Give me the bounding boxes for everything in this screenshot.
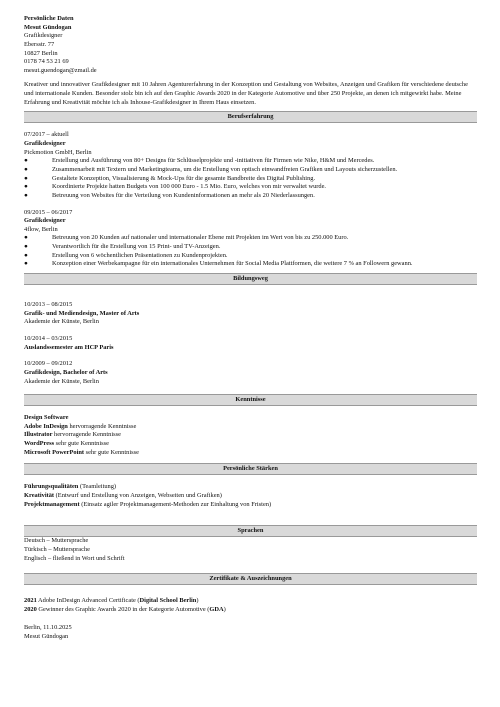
- languages-block: [24, 537, 477, 563]
- education-entry: [24, 360, 477, 386]
- certificate-text: Adobe InDesign Advanced Certificate (: [38, 597, 140, 605]
- education-school: Akademie der Künste, Berlin: [24, 318, 99, 326]
- bullet-icon: ●: [24, 251, 28, 259]
- experience-entry: [24, 209, 477, 269]
- skill-name: Microsoft PowerPoint: [24, 448, 85, 456]
- bullet-icon: ●: [24, 260, 28, 268]
- certificate-text: Gewinner des Graphic Awards 2020 in der Kategorie Automotive (: [38, 605, 210, 613]
- education-dates: 10/2013 – 08/2015: [24, 301, 73, 309]
- skill-name: Illustrator: [24, 431, 53, 439]
- skill-row: [24, 449, 477, 458]
- section-heading-skills: Kenntnisse: [24, 394, 477, 406]
- skill-name: WordPress: [24, 440, 55, 448]
- contact-role: Grafikdesigner: [24, 32, 63, 40]
- education-dates: 10/2014 – 03/2015: [24, 334, 73, 342]
- education-title: Auslandssemester am HCP Paris: [24, 343, 114, 351]
- contact-name: Mesut Gündogan: [24, 23, 72, 31]
- contact-title: Persönliche Daten: [24, 15, 74, 22]
- cv-page: [24, 15, 477, 642]
- signoff-place-date: Berlin, 11.10.2025: [24, 624, 72, 632]
- strength-name: Führungsqualitäten: [24, 483, 79, 491]
- experience-entry: [24, 131, 477, 200]
- skill-level: sehr gute Kenntnisse: [55, 440, 109, 448]
- bullet-text: Betreuung von 20 Kunden auf nationaler und internationaler Ebene mit Projekten im Wert von bis zu 250.000 Euro.: [52, 234, 349, 242]
- education-dates: 10/2009 – 09/2012: [24, 360, 73, 368]
- experience-company: 4flow, Berlin: [24, 225, 58, 233]
- signoff-name: Mesut Gündogan: [24, 633, 69, 641]
- bullet-icon: ●: [24, 183, 28, 191]
- education-school: Akademie der Künste, Berlin: [24, 377, 99, 385]
- strength-desc: (Teamleitung): [79, 483, 117, 491]
- education-title: Grafikdesign, Bachelor of Arts: [24, 368, 108, 376]
- section-heading-strengths: Persönliche Stärken: [24, 463, 477, 475]
- strength-desc: (Entwurf und Erstellung von Anzeigen, Webseiten und Grafiken): [55, 491, 222, 499]
- language-item: Türkisch – Muttersprache: [24, 545, 91, 553]
- skill-level: hervorragende Kenntnisse: [54, 431, 121, 439]
- skill-row: [24, 440, 477, 449]
- list-item: [24, 192, 477, 201]
- experience-bullets: [24, 157, 477, 200]
- language-item: Deutsch – Muttersprache: [24, 537, 89, 545]
- certificate-issuer: GDA: [209, 605, 224, 613]
- list-item: [24, 260, 477, 269]
- education-entry: [24, 335, 477, 352]
- bullet-text: Gestaltete Konzeption, Visualisierung & Mock-Ups für die gesamte Bandbreite des Digital Publishing.: [52, 174, 316, 182]
- contact-phone: 0178 74 53 21 69: [24, 58, 69, 66]
- certificate-issuer: Digital School Berlin: [139, 597, 197, 605]
- list-item: [24, 183, 477, 192]
- bullet-text: Koordinierte Projekte hatten Budgets von 100 000 Euro - 1.5 Mio. Euro, welches von mir verwaltet wurde.: [52, 183, 327, 191]
- section-heading-certificates: Zertifikate & Auszeichnungen: [24, 573, 477, 585]
- contact-email: mesut.guendogan@zmail.de: [24, 66, 97, 74]
- certificate-close: ): [223, 605, 226, 613]
- strength-desc: (Einsatz agiler Projektmanagement-Methoden zur Einhaltung von Fristen): [81, 500, 272, 508]
- certificate-year: 2020: [24, 605, 37, 613]
- skill-row: [24, 431, 477, 440]
- contact-city: 10827 Berlin: [24, 49, 58, 57]
- bullet-text: Konzeption einer Werbekampagne für ein internationales Unternehmen für Social Media Plattformen, die weitere 7 % an Followern gewann.: [52, 260, 413, 268]
- contact-street: Ebersstr. 77: [24, 40, 55, 48]
- contact-block: [24, 15, 477, 75]
- list-item: [24, 157, 477, 166]
- list-item: [24, 243, 477, 252]
- strength-row: [24, 492, 477, 501]
- list-item: [24, 252, 477, 261]
- bullet-text: Verantwortlich für die Erstellung von 15 Print- und TV-Anzeigen.: [52, 243, 221, 251]
- bullet-text: Erstellung von 6 wöchentlichen Präsentationen zu Kundenprojekten.: [52, 251, 228, 259]
- certificate-close: ): [196, 597, 199, 605]
- skill-name: Adobe InDesign: [24, 422, 68, 430]
- bullet-icon: ●: [24, 174, 28, 182]
- experience-dates: 07/2017 – aktuell: [24, 131, 69, 139]
- list-item: [24, 234, 477, 243]
- signoff-block: [24, 624, 477, 641]
- education-title: Grafik- und Mediendesign, Master of Arts: [24, 309, 140, 317]
- bullet-text: Betreuung von Websites für die Verteilung von Kundeninformationen an mehr als 20 Niederlassungen.: [52, 191, 315, 199]
- skills-block: [24, 414, 477, 457]
- certificate-row: [24, 606, 477, 615]
- certificate-year: 2021: [24, 597, 37, 605]
- list-item: [24, 175, 477, 184]
- bullet-icon: ●: [24, 157, 28, 165]
- bullet-text: Zusammenarbeit mit Textern und Marketingteams, um die Erstellung von optisch einwandfreien Grafiken und Layouts sicherzustellen.: [52, 165, 398, 173]
- bullet-icon: ●: [24, 234, 28, 242]
- experience-bullets: [24, 234, 477, 269]
- strength-row: [24, 483, 477, 492]
- bullet-icon: ●: [24, 191, 28, 199]
- experience-title: Grafikdesigner: [24, 217, 66, 225]
- bullet-icon: ●: [24, 243, 28, 251]
- skills-heading: Design Software: [24, 414, 69, 422]
- section-heading-experience: Berufserfahrung: [24, 111, 477, 123]
- skill-row: [24, 423, 477, 432]
- language-item: Englisch – fließend in Wort und Schrift: [24, 554, 125, 562]
- experience-title: Grafikdesigner: [24, 140, 66, 148]
- summary-text: Kreativer und innovativer Grafikdesigner mit 10 Jahren Agenturerfahrung in der Konzeption und Gestaltung von Websites, Anzeigen und Grafiken für verschiedene deutsche und internationale Kunden. Besonder stolz bin ich auf den Graphic Awards 2020 in der Kategorie Automotive und über 250 Projekte, an denen ich mitgewirkt habe. Meine Erfahrung und Kreativität möchte ich als Inhouse-Grafikdesigner in Ihrem Haus einsetzen.: [24, 81, 468, 106]
- strength-name: Kreativität: [24, 491, 55, 499]
- strength-row: [24, 501, 477, 510]
- certificate-row: [24, 597, 477, 606]
- section-heading-education: Bildungsweg: [24, 273, 477, 285]
- strength-name: Projektmanagement: [24, 500, 80, 508]
- experience-company: Pickmotion GmbH, Berlin: [24, 148, 92, 156]
- education-entry: [24, 301, 477, 327]
- strengths-block: [24, 483, 477, 509]
- experience-dates: 09/2015 – 06/2017: [24, 208, 73, 216]
- list-item: [24, 166, 477, 175]
- skill-level: hervorragende Kenntnisse: [69, 422, 137, 430]
- certificates-block: [24, 597, 477, 614]
- bullet-text: Erstellung und Ausführung von 80+ Designs für Schlüsselprojekte und -initiativen für Firmen wie Nike, H&M und Mercedes.: [52, 157, 375, 165]
- section-heading-languages: Sprachen: [24, 525, 477, 537]
- bullet-icon: ●: [24, 165, 28, 173]
- skill-level: sehr gute Kenntnisse: [85, 448, 139, 456]
